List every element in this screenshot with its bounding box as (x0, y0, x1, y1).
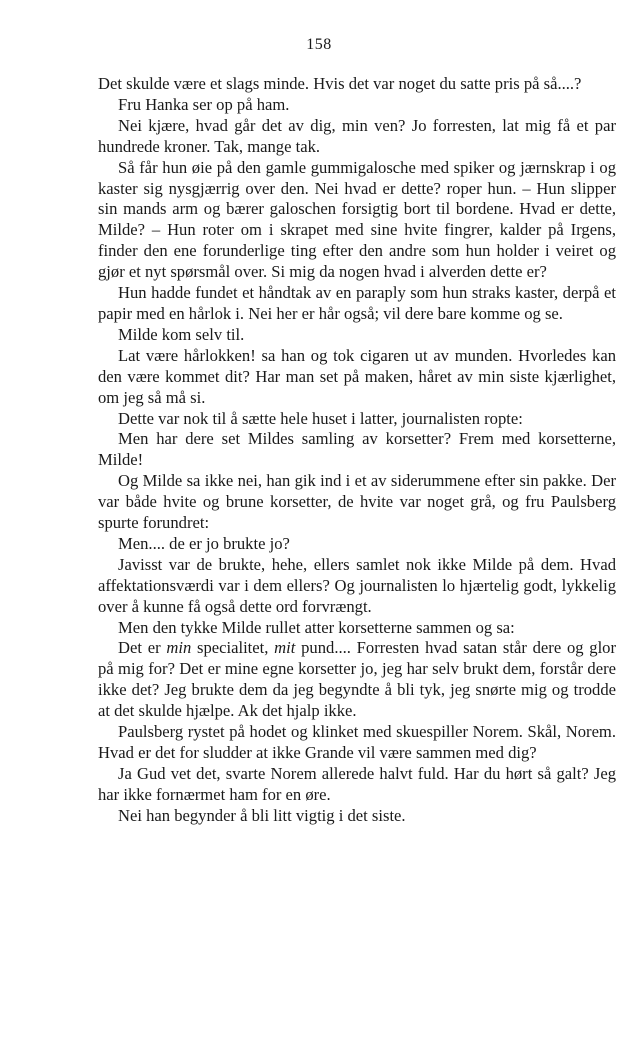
body-text (98, 74, 616, 827)
paragraph: Dette var nok til å sætte hele huset i latter, journalisten ropte: (118, 408, 523, 428)
paragraph: Nei kjære, hvad går det av dig, min ven? Jo forresten, lat mig få et par hundrede kroner. Tak, mange tak. (98, 115, 616, 156)
paragraph: Ja Gud vet det, svarte Norem allerede halvt fuld. Har du hørt så galt? Jeg har ikke fornærmet ham for en øre. (98, 763, 616, 804)
paragraph-text: Det er (118, 638, 167, 658)
emphasis: min (166, 638, 192, 658)
paragraph: Paulsberg rystet på hodet og klinket med skuespiller Norem. Skål, Norem. Hvad er det for sludder at ikke Grande vil være sammen med dig? (98, 722, 616, 762)
paragraph: Men.... de er jo brukte jo? (118, 533, 290, 553)
paragraph: Fru Hanka ser op på ham. (118, 94, 290, 114)
paragraph: Hun hadde fundet et håndtak av en paraply som hun straks kaster, derpå et papir med en hårlok i. Nei her er hår også; vil dere bare komme og se. (98, 283, 616, 323)
paragraph: Så får hun øie på den gamle gummigalosche med spiker og jærnskrap i og kaster sig nysgjærrig over den. Nei hvad er dette? roper hun. – Hun slipper sin mands arm og bærer galoschen forsigtig bort til bordene. Hvad er dette, Milde? – Hun roter om i skrapet med sine hvite fingrer, kalder på Irgens, finder den ene forunderlige ting efter den andre som hun holder i veiret og gjør et nyt spørsmål over. Si mig da nogen hvad i alverden dette er? (98, 157, 616, 282)
page-number: 158 (306, 36, 332, 53)
paragraph-text: specialitet, (191, 638, 275, 658)
paragraph: Men har dere set Mildes samling av korsetter? Frem med korsetterne, Milde! (98, 429, 616, 470)
paragraph: Nei han begynder å bli litt vigtig i det siste. (118, 805, 406, 825)
paragraph (98, 638, 616, 722)
paragraph: Lat være hårlokken! sa han og tok cigaren ut av munden. Hvorledes kan den være kommet dit? Har man set på maken, håret av min siste kjærlighet, om jeg så må si. (98, 345, 616, 407)
paragraph-text: pund.... Forresten hvad satan står dere og glor på mig for? Det er mine egne korsetter jo, jeg har selv brukt dem, forstår dere ikke det? Jeg brukte dem da jeg begyndte å bli tyk, jeg snørte mig og trodde at det skulde hjælpe. Ak det hjalp ikke. (98, 638, 617, 721)
paragraph: Javisst var de brukte, hehe, ellers samlet nok ikke Milde på dem. Hvad affektationsværdi var i dem ellers? Og journalisten lo hjærtelig godt, lykkelig over å kunne få også dette ord forvrængt. (98, 554, 616, 616)
paragraph: Milde kom selv til. (118, 324, 245, 344)
paragraph: Og Milde sa ikke nei, han gik ind i et av siderummene efter sin pakke. Der var både hvite og brune korsetter, de hvite var noget grå, og fru Paulsberg spurte forundret: (98, 471, 616, 533)
paragraph: Det skulde være et slags minde. Hvis det var noget du satte pris på så....? (98, 74, 582, 93)
paragraph: Men den tykke Milde rullet atter korsetterne sammen og sa: (118, 617, 515, 637)
emphasis: mit (274, 638, 296, 658)
